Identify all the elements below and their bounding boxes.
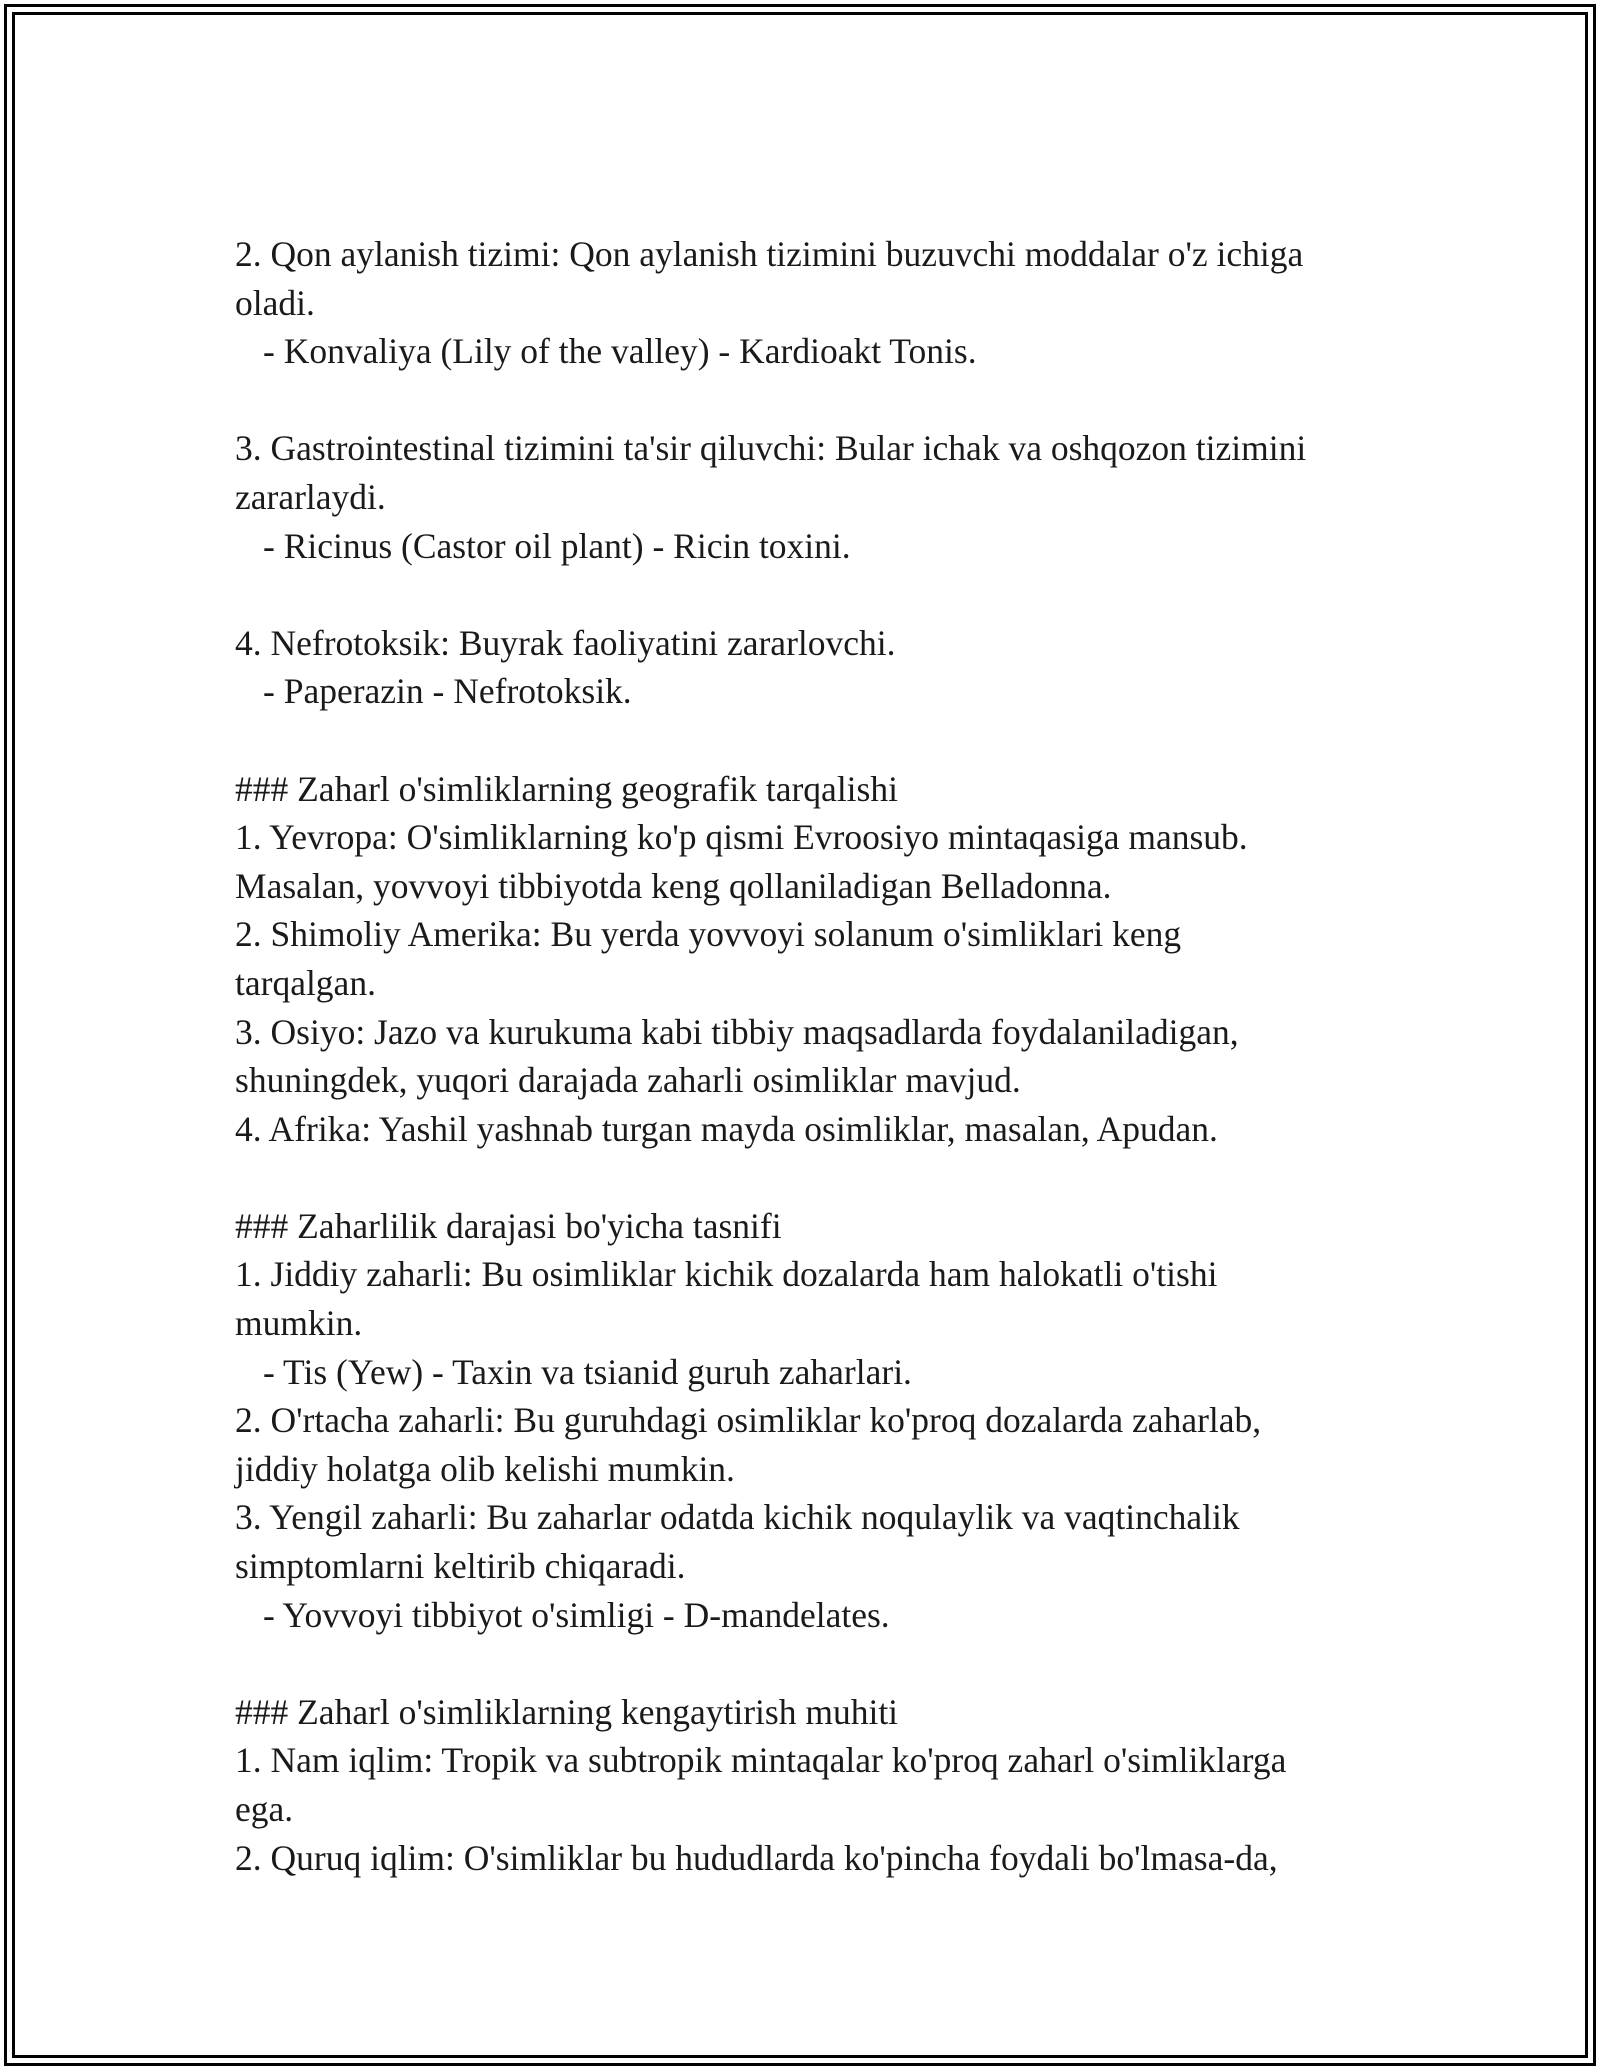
text-line: 4. Nefrotoksik: Buyrak faoliyatini zararlovchi. [235,622,896,663]
blank-line [235,1639,1395,1688]
text-line: ega. [235,1789,294,1829]
text-line: simptomlarni keltirib chiqaradi. [235,1546,686,1587]
text-line: tarqalgan. [235,962,376,1003]
blank-line [235,1153,1395,1202]
text-line: 3. Yengil zaharli: Bu zaharlar odatda kichik noqulaylik va vaqtinchalik [235,1497,1240,1538]
example-line: - Paperazin - Nefrotoksik. [263,671,632,712]
blank-line [235,570,1395,619]
text-line: 3. Gastrointestinal tizimini ta'sir qiluvchi: Bular ichak va oshqozon tizimini [235,428,1307,469]
section-heading: ### Zaharlilik darajasi bo'yicha tasnifi [235,1205,782,1246]
text-line: 2. Qon aylanish tizimi: Qon aylanish tizimini buzuvchi moddalar o'z ichiga [235,234,1304,274]
text-line: 3. Osiyo: Jazo va kurukuma kabi tibbiy maqsadlarda foydalaniladigan, [235,1011,1239,1052]
text-line: 2. Quruq iqlim: O'simliklar bu hududlarda ko'pincha foydali bo'lmasa-da, [235,1837,1278,1878]
document-body [235,230,1395,1882]
section-heading: ### Zaharl o'simliklarning geografik tarqalishi [235,768,898,809]
text-line: zararlaydi. [235,476,386,517]
text-line: jiddiy holatga olib kelishi mumkin. [235,1448,735,1489]
text-line: oladi. [235,282,315,323]
text-line: 1. Yevropa: O'simliklarning ko'p qismi Evroosiyo mintaqasiga mansub. [235,817,1248,858]
text-line: Masalan, yovvoyi tibbiyotda keng qollaniladigan Belladonna. [235,865,1112,906]
section-heading: ### Zaharl o'simliklarning kengaytirish muhiti [235,1691,899,1732]
example-line: - Konvaliya (Lily of the valley) - Kardioakt Tonis. [263,331,977,372]
example-line: - Ricinus (Castor oil plant) - Ricin toxini. [263,525,851,566]
text-line: 2. Shimoliy Amerika: Bu yerda yovvoyi solanum o'simliklari keng [235,914,1182,955]
text-line: 4. Afrika: Yashil yashnab turgan mayda osimliklar, masalan, Apudan. [235,1108,1218,1149]
text-line: 2. O'rtacha zaharli: Bu guruhdagi osimliklar ko'proq dozalarda zaharlab, [235,1400,1262,1441]
text-line: 1. Nam iqlim: Tropik va subtropik mintaqalar ko'proq zaharl o'simliklarga [235,1740,1287,1781]
blank-line [235,716,1395,765]
example-line: - Yovvoyi tibbiyot o'simligi - D-mandelates. [263,1594,890,1635]
text-line: 1. Jiddiy zaharli: Bu osimliklar kichik dozalarda ham halokatli o'tishi [235,1254,1218,1295]
example-line: - Tis (Yew) - Taxin va tsianid guruh zaharlari. [263,1351,912,1392]
text-line: mumkin. [235,1303,363,1344]
blank-line [235,376,1395,425]
text-line: shuningdek, yuqori darajada zaharli osimliklar mavjud. [235,1060,1021,1101]
